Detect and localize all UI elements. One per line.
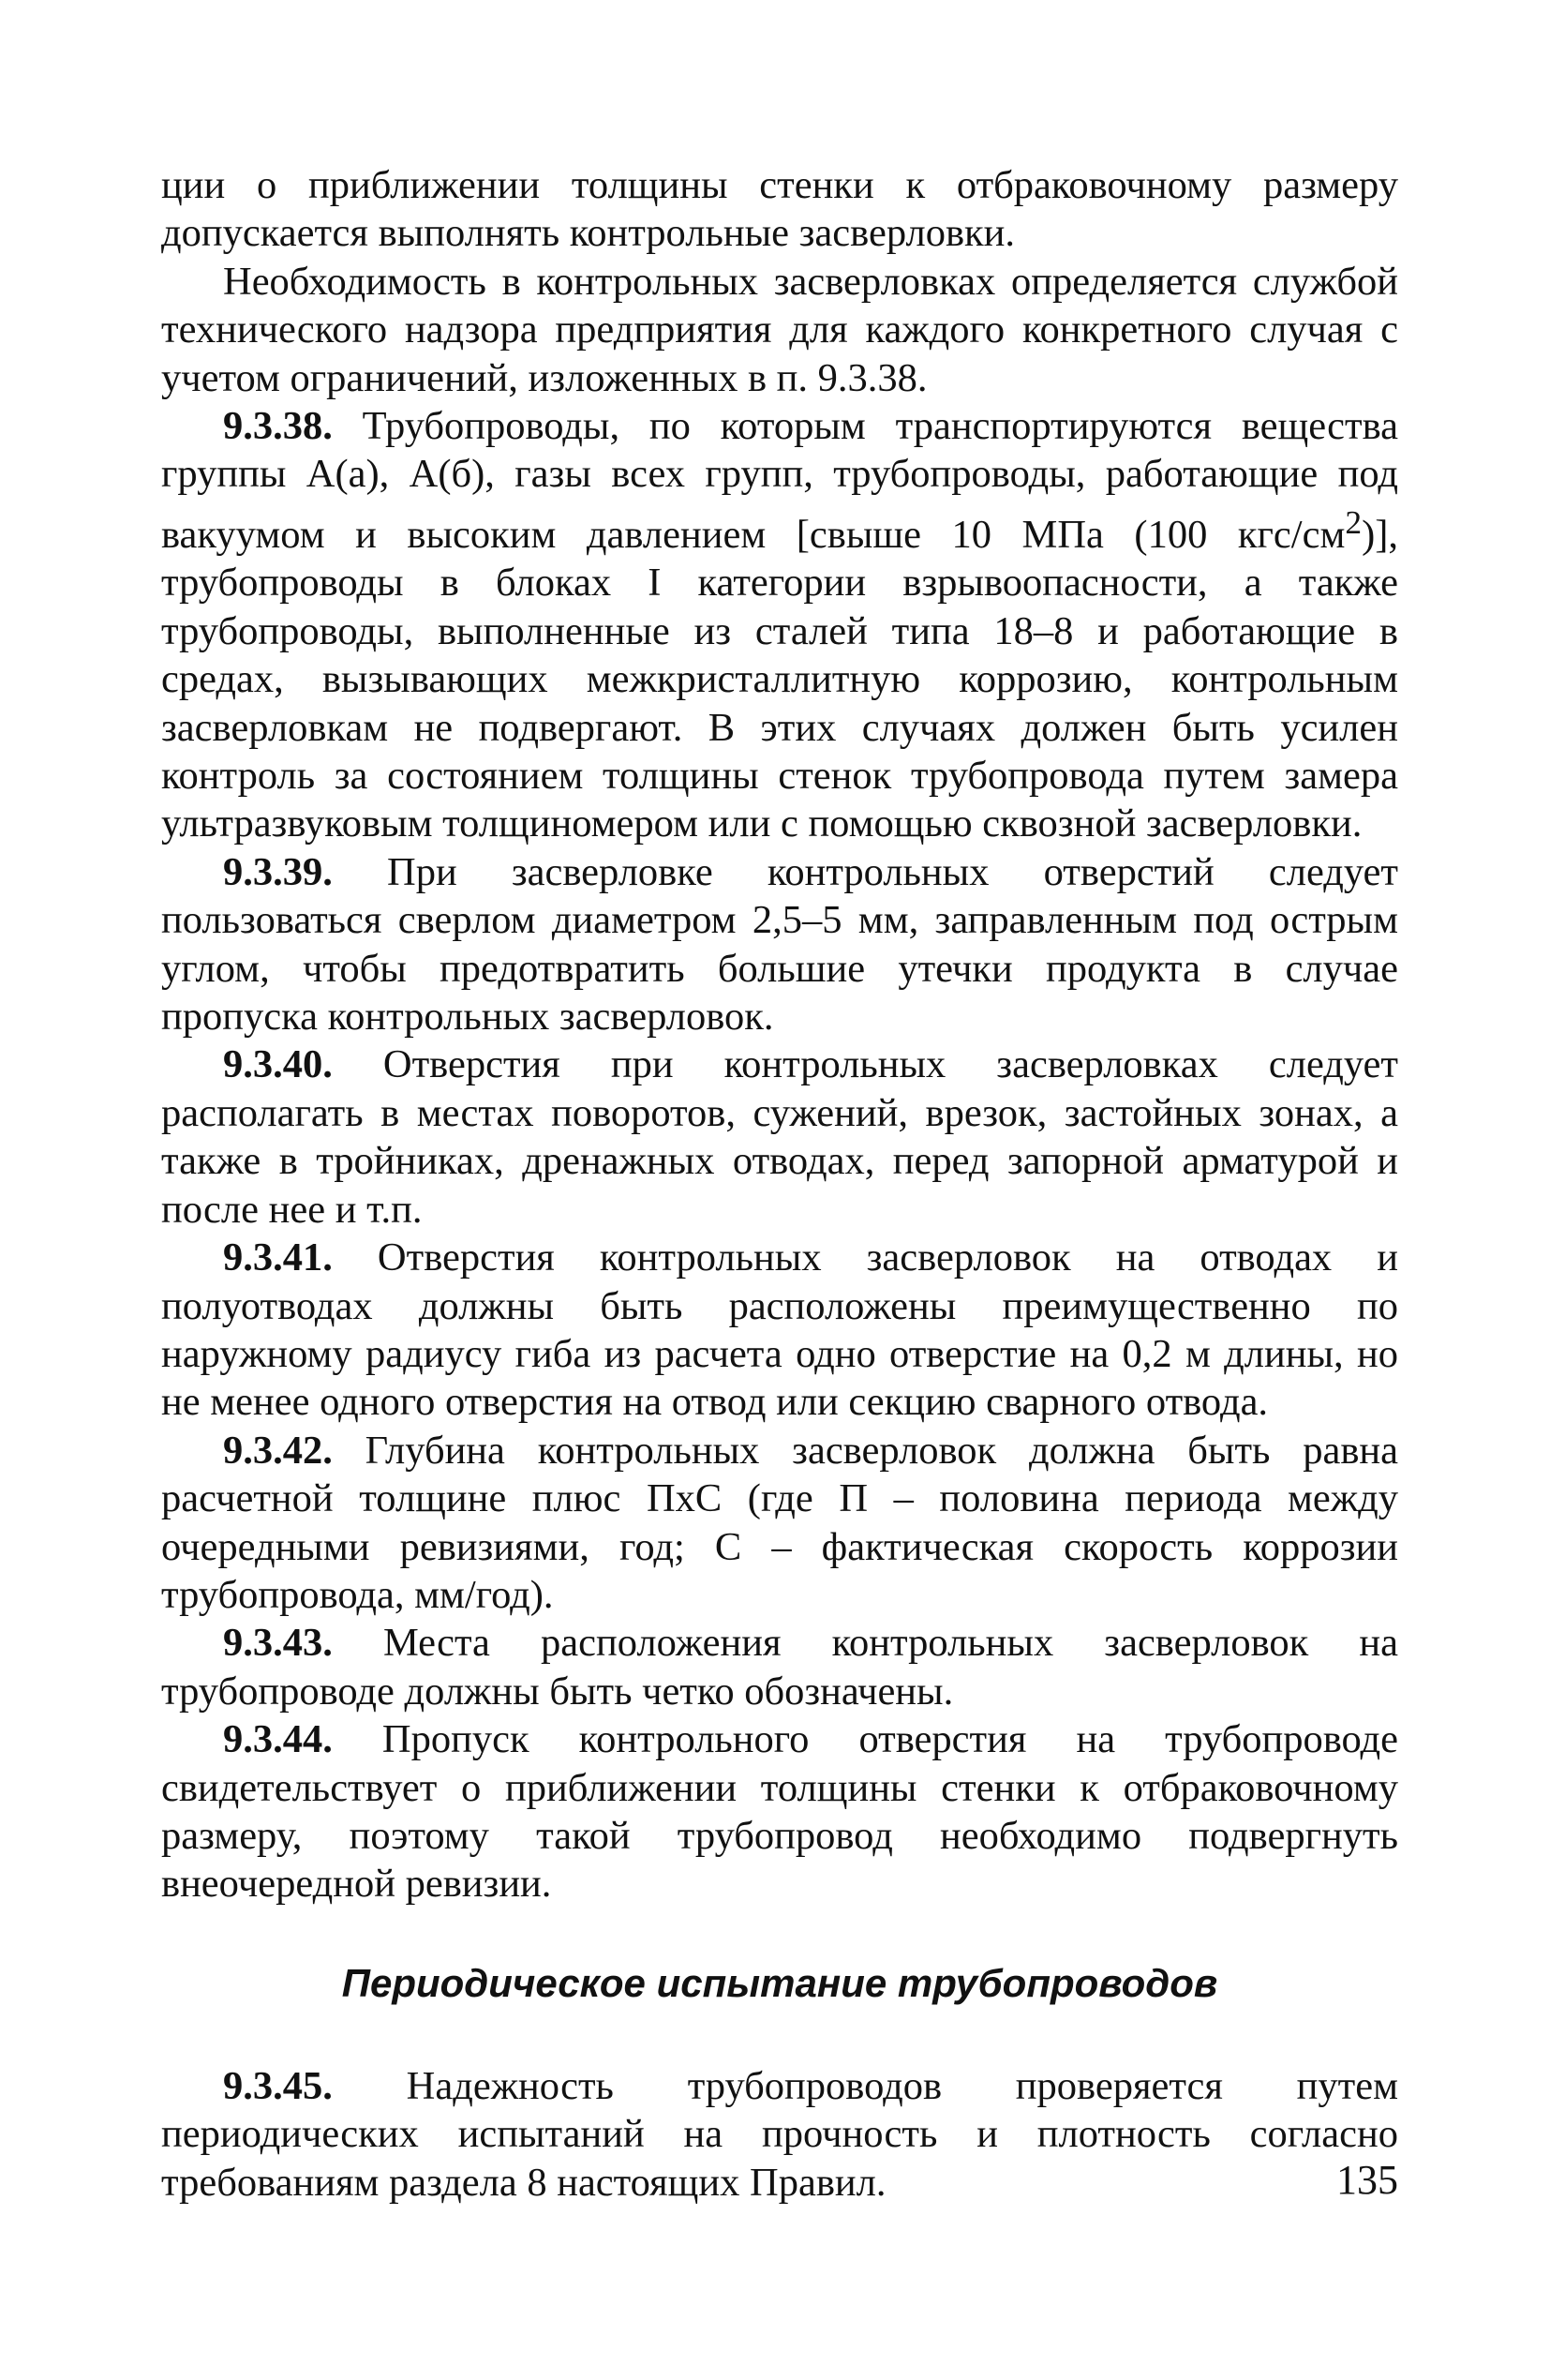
clause-9-3-44 — [161, 1715, 1398, 1908]
clause-number: 9.3.42. — [223, 1428, 333, 1473]
clause-number: 9.3.41. — [223, 1235, 333, 1280]
clause-9-3-41 — [161, 1234, 1398, 1427]
clause-number: 9.3.43. — [223, 1621, 333, 1666]
page-body — [161, 161, 1398, 2207]
clause-text: Места расположения контрольных засверловок на трубопроводе должны быть четко обозначены. — [161, 1621, 1398, 1714]
clause-text-continued: )], трубопроводы в блоках I категории взрывоопасности, а также трубопроводы, выполненные из сталей типа 18–8 и работающие в средах, вызывающих межкристаллитную коррозию, контрольным засверловкам не подвергают. В этих случаях должен быть усилен контроль за состоянием толщины стенок трубопровода путем замера ультразвуковым толщиномером или с помощью сквозной засверловки. — [161, 513, 1398, 846]
clause-text: Трубопроводы, по которым транспортируются вещества группы А(а), А(б), газы всех групп, трубопроводы, работающие под вакуумом и высоким давлением [свыше 10 МПа (100 кгс/см — [161, 404, 1398, 557]
clause-text: Глубина контрольных засверловок должна быть равна расчетной толщине плюс ПхС (где П – половина периода между очередными ревизиями, год; С – фактическая скорость коррозии трубопровода, мм/год). — [161, 1428, 1398, 1617]
section-heading: Периодическое испытание трубопроводов — [341, 1960, 1218, 2005]
clause-number: 9.3.38. — [223, 404, 333, 449]
clause-text: Отверстия при контрольных засверловках следует располагать в местах поворотов, сужений, врезок, застойных зонах, а также в тройниках, дренажных отводах, перед запорной арматурой и после нее и т.п. — [161, 1042, 1398, 1232]
superscript: 2 — [1345, 502, 1363, 541]
clause-number: 9.3.44. — [223, 1717, 333, 1762]
clause-number: 9.3.40. — [223, 1042, 333, 1087]
paragraph-necessity: Необходимость в контрольных засверловках определяется службой технического надзора предприятия для каждого конкретного случая с учетом ограничений, изложенных в п. 9.3.38. — [161, 259, 1398, 400]
clause-9-3-39 — [161, 848, 1398, 1041]
clause-text: Надежность трубопроводов проверяется путем периодических испытаний на прочность и плотность согласно требованиям раздела 8 настоящих Правил. — [161, 2063, 1398, 2205]
clause-9-3-40 — [161, 1040, 1398, 1234]
clause-9-3-42 — [161, 1427, 1398, 1620]
clause-text: Отверстия контрольных засверловок на отводах и полуотводах должны быть расположены преимущественно по наружному радиусу гиба из расчета одно отверстие на 0,2 м длины, но не менее одного отверстия на отвод или секцию сварного отвода. — [161, 1235, 1398, 1425]
clause-text: Пропуск контрольного отверстия на трубопроводе свидетельствует о приближении толщины стенки к отбраковочному размеру, поэтому такой трубопровод необходимо подвергнуть внеочередной ревизии. — [161, 1717, 1398, 1907]
clause-number: 9.3.45. — [223, 2063, 333, 2108]
clause-9-3-43 — [161, 1619, 1398, 1715]
clause-number: 9.3.39. — [223, 849, 333, 894]
clause-text: При засверловке контрольных отверстий следует пользоваться сверлом диаметром 2,5–5 мм, заправленным под острым углом, чтобы предотвратить большие утечки продукта в случае пропуска контрольных засверловок. — [161, 849, 1398, 1040]
clause-9-3-45 — [161, 2062, 1398, 2207]
paragraph-intro: ции о приближении толщины стенки к отбраковочному размеру допускается выполнять контрольные засверловки. — [161, 163, 1398, 256]
clause-9-3-38 — [161, 402, 1398, 848]
page-number: 135 — [1336, 2157, 1398, 2203]
